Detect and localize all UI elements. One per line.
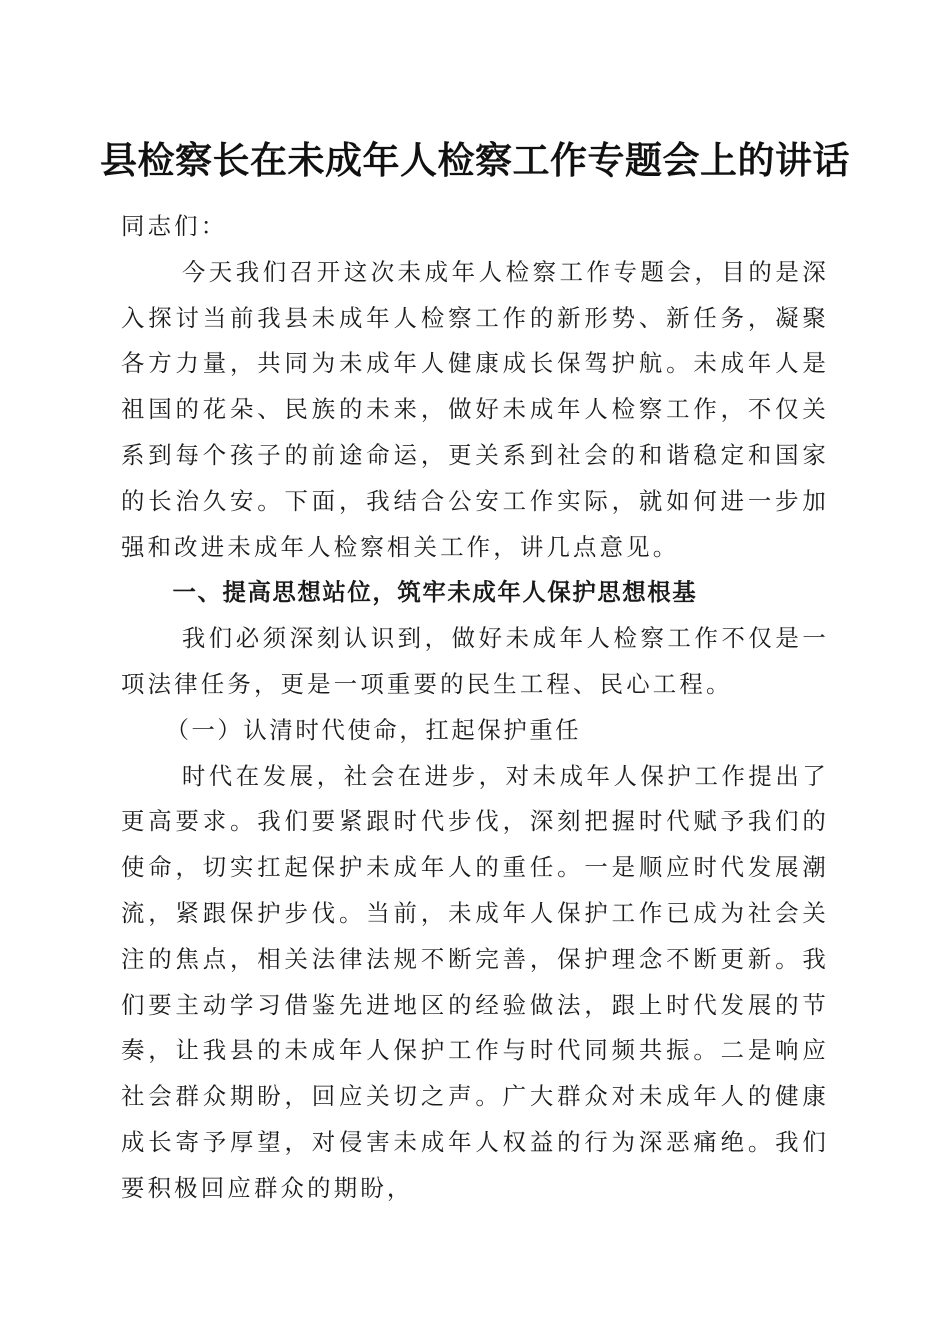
subsection-heading-1: （一）认清时代使命，扛起保护重任 bbox=[165, 715, 582, 744]
subsection-1-paragraph: 时代在发展，社会在进步，对未成年人保护工作提出了更高要求。我们要紧跟时代步伐，深刻把握时代赋予我们的使命，切实扛起保护未成年人的重任。一是顺应时代发展潮流，紧跟保护步伐。当前，未成年人保护工作已成为社会关注的焦点，相关法律法规不断完善，保护理念不断更新。我们要主动学习借鉴先进地区的经验做法，跟上时代发展的节奏，让我县的未成年人保护工作与时代同频共振。二是响应社会群众期盼，回应关切之声。广大群众对未成年人的健康成长寄予厚望，对侵害未成年人权益的行为深恶痛绝。我们要积极回应群众的期盼， bbox=[121, 761, 829, 1202]
document-body bbox=[121, 204, 829, 1212]
salutation: 同志们： bbox=[121, 212, 228, 240]
section-heading-1: 一、提高思想站位，筑牢未成年人保护思想根基 bbox=[172, 578, 698, 607]
intro-paragraph: 今天我们召开这次未成年人检察工作专题会，目的是深入探讨当前我县未成年人检察工作的新形势、新任务，凝聚各方力量，共同为未成年人健康成长保驾护航。未成年人是祖国的花朵、民族的未来，做好未成年人检察工作，不仅关系到每个孩子的前途命运，更关系到社会的和谐稳定和国家的长治久安。下面，我结合公安工作实际，就如何进一步加强和改进未成年人检察相关工作，讲几点意见。 bbox=[121, 257, 829, 561]
section-1-paragraph: 我们必须深刻认识到，做好未成年人检察工作不仅是一项法律任务，更是一项重要的民生工程、民心工程。 bbox=[121, 624, 829, 698]
document-title: 县检察长在未成年人检察工作专题会上的讲话 bbox=[100, 138, 850, 182]
